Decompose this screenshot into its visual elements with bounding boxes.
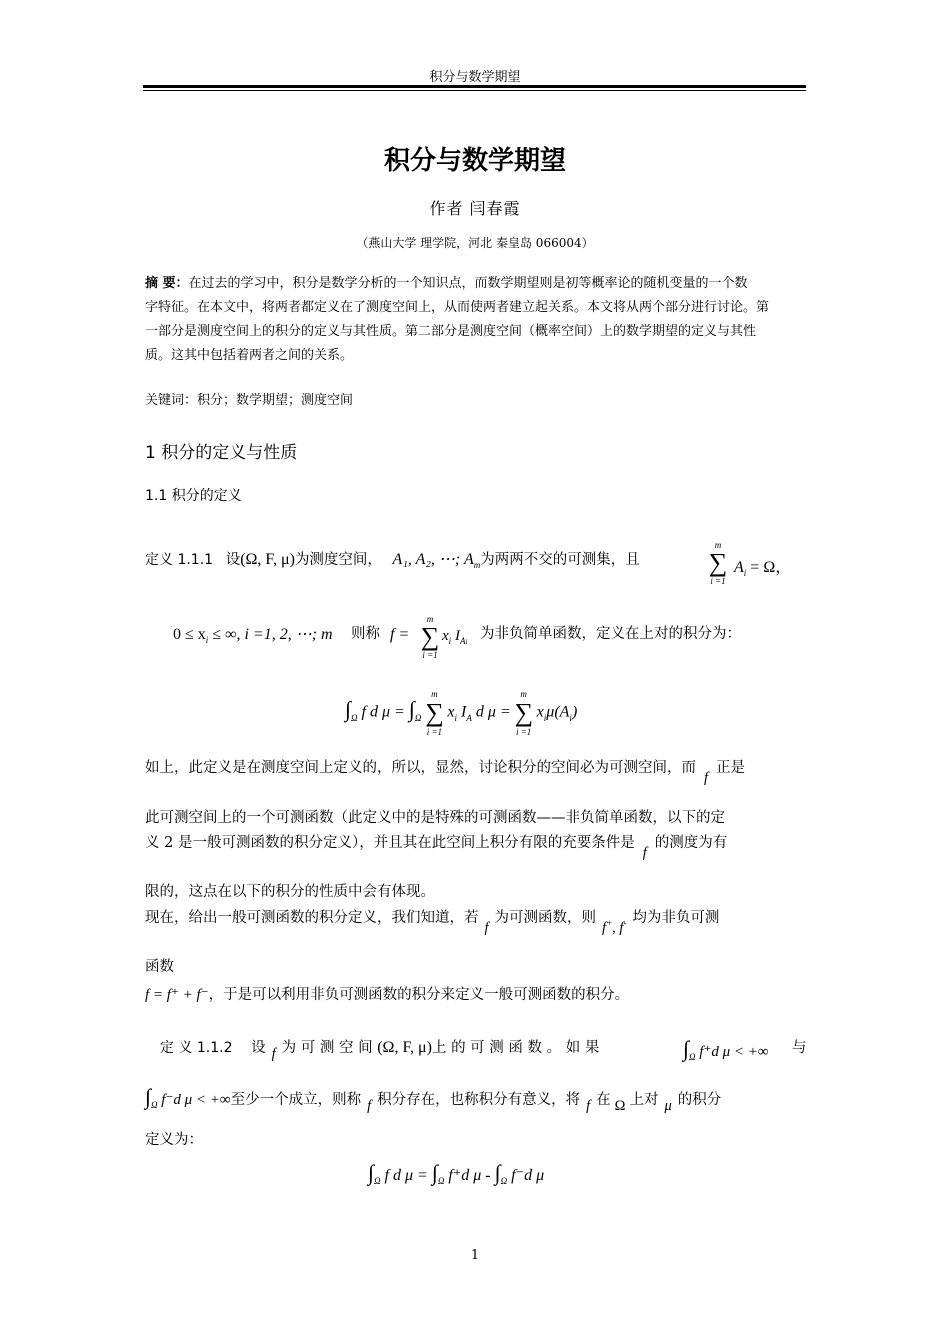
paper-title: 积分与数学期望 bbox=[383, 146, 566, 176]
paragraph: 义 2 是一般可测函数的积分定义），并且其在此空间上积分有限的充要条件是f的测度为有 bbox=[145, 835, 728, 861]
abstract-label: 摘 要： bbox=[145, 276, 189, 291]
math-sets: A₁, A₂, ⋯; $A_m$ bbox=[392, 551, 481, 571]
header-rule-thin bbox=[143, 90, 806, 91]
text: 与 bbox=[792, 1040, 807, 1056]
subsection-heading: 1.1 积分的定义 bbox=[145, 488, 242, 504]
f-sum-body: $x_i$ $I_{Ai}$ bbox=[442, 628, 468, 646]
paragraph: f = f⁺ + f⁻，于是可以利用非负可测函数的积分来定义一般可测函数的积分。 bbox=[145, 987, 630, 1003]
abstract-line: 字特征。在本文中，将两者都定义在了测度空间上，从而使两者建立起关系。本文将从两个部分进行讨论。第 bbox=[145, 300, 770, 315]
page-number: 1 bbox=[470, 1248, 480, 1263]
abstract-line: 质。这其中包括着两者之间的关系。 bbox=[145, 348, 354, 363]
paragraph-line: 定义为： bbox=[145, 1132, 203, 1148]
author: 作者 闫春霞 bbox=[429, 199, 521, 218]
display-formula: $\int_\Omega$ f d $\mu = \int_\Omega$ m ∑ i =1 $x_i$ $I_A$ d μ = m ∑ i =1 $x_i\mu(A_i)$ bbox=[345, 689, 578, 737]
keywords: 关键词：积分；数学期望；测度空间 bbox=[145, 393, 354, 408]
paragraph-line: 限的，这点在以下的积分的性质中会有体现。 bbox=[145, 884, 435, 900]
text: 为非负简单函数，定义在上对的积分为： bbox=[480, 626, 741, 642]
affiliation: （燕山大学 理学院，河北 秦皇岛 066004） bbox=[356, 236, 594, 250]
header-rule bbox=[143, 85, 806, 88]
text: 设 bbox=[225, 552, 241, 568]
text: 为测度空间， bbox=[294, 552, 382, 568]
text: 为两两不交的可测集，且 bbox=[480, 552, 640, 568]
sum-operator: m ∑ i =1 bbox=[708, 540, 728, 586]
abstract-line: 在过去的学习中，积分是数学分析的一个知识点，而数学期望则是初等概率论的随机变量的一个数 bbox=[188, 276, 748, 291]
definition-1-1-2: 定 义 1.1.2 设 f 为 可 测 空 间 (Ω, F, μ)上 的 可 测 函 数 。 如 果 bbox=[160, 1039, 600, 1062]
display-formula: $\int_\Omega$ f d $\mu = \int_\Omega$ f⁺d μ - $\int_\Omega$ f⁻d μ bbox=[368, 1160, 545, 1187]
condition: $0 \le x_i$ ≤ ∞, i =1, 2, ⋯; m bbox=[173, 626, 333, 646]
definition-1-1-2-line: $\int_\Omega$ f⁻d μ < +∞至少一个成立，则称 f 积分存在，也称积分有意义，将 f 在 Ω 上对 μ 的积分 bbox=[145, 1084, 722, 1114]
sum-operator: m ∑ i =1 bbox=[420, 614, 440, 660]
abstract-line: 一部分是测度空间上的积分的定义与其性质。第二部分是测度空间（概率空间）上的数学期望的定义与其性 bbox=[145, 324, 757, 339]
measure-space: (Ω, F, μ) bbox=[240, 551, 295, 568]
section-heading: 1 积分的定义与性质 bbox=[145, 443, 298, 463]
definition-label: 定义 1.1.1 bbox=[145, 552, 214, 568]
integral-condition: $\int_\Omega$ f⁺d μ < +∞ bbox=[683, 1036, 769, 1062]
paragraph-line: 此可测空间上的一个可测函数（此定义中的是特殊的可测函数——非负简单函数，以下的定 bbox=[145, 810, 725, 826]
text: 则称 bbox=[351, 626, 380, 642]
paragraph: 如上，此定义是在测度空间上定义的，所以，显然，讨论积分的空间必为可测空间，而f正是 bbox=[145, 760, 746, 786]
paragraph: 现在，给出一般可测函数的积分定义，我们知道，若f为可测函数，则f+, f- 均为非负可测 bbox=[145, 910, 720, 936]
sum-expression: $A_i = \Omega$， bbox=[734, 559, 792, 579]
f-definition: f = bbox=[390, 626, 410, 643]
abstract bbox=[145, 272, 807, 368]
running-header: 积分与数学期望 bbox=[429, 70, 521, 85]
paragraph-line: 函数 bbox=[145, 959, 174, 975]
